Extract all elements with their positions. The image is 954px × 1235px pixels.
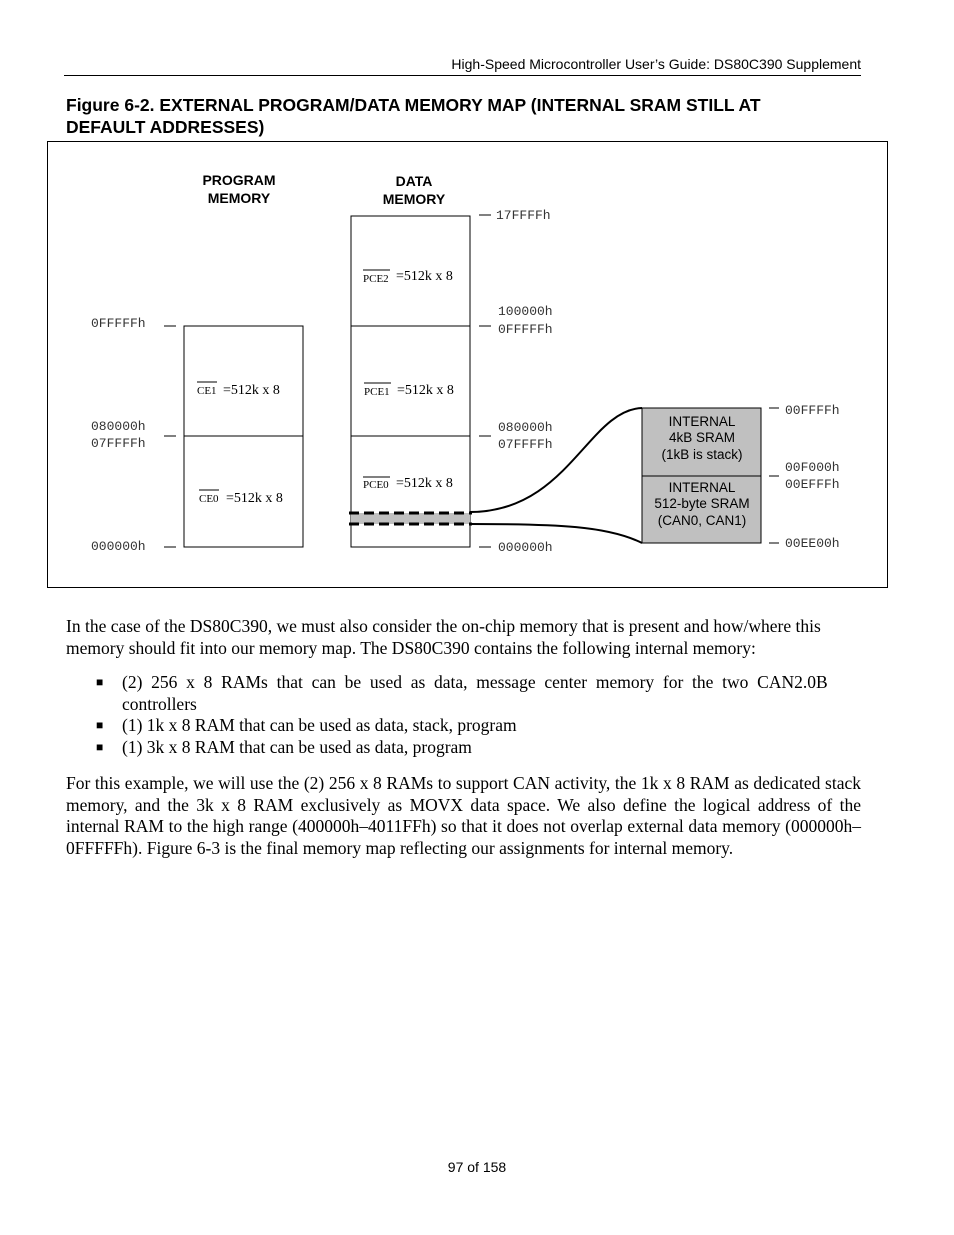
connector-curve-bottom	[470, 524, 642, 543]
data-addr-bottom: 000000h	[498, 540, 553, 555]
figure-title-line-1: Figure 6-2. EXTERNAL PROGRAM/DATA MEMORY MAP (INTERNAL SRAM STILL AT	[66, 95, 761, 115]
list-item-text: (1) 1k x 8 RAM that can be used as data, stack, program	[122, 715, 517, 735]
data-addr-1a: 100000h	[498, 304, 553, 319]
paragraph-intro: In the case of the DS80C390, we must also consider the on-chip memory that is present and how/where this memory should fit into our memory map. The DS80C390 contains the following internal memory:	[66, 616, 821, 658]
bullet-square-icon: ■	[96, 675, 104, 689]
pce2-signal: PCE2	[363, 273, 389, 285]
data-addr-top: 17FFFFh	[496, 208, 551, 223]
data-addr-2a: 080000h	[498, 420, 553, 435]
pce1-size: =512k x 8	[397, 383, 454, 398]
int-addr-mid-1: 00F000h	[785, 460, 840, 475]
pce0-size: =512k x 8	[396, 476, 453, 491]
list-item	[96, 737, 861, 759]
pce1-signal: PCE1	[364, 386, 390, 398]
bullet-square-icon: ■	[96, 739, 104, 754]
program-addr-top: 0FFFFFh	[91, 316, 146, 331]
ce0-size: =512k x 8	[226, 491, 283, 506]
ce1-signal: CE1	[197, 385, 217, 397]
int-addr-top: 00FFFFh	[785, 403, 840, 418]
memory-map-figure	[47, 141, 888, 588]
pce2-size: =512k x 8	[396, 269, 453, 284]
internal-4kb-label-1: INTERNAL	[668, 414, 736, 429]
ce1-size: =512k x 8	[223, 383, 280, 398]
pce0-signal: PCE0	[363, 479, 389, 491]
data-addr-1b: 0FFFFFh	[498, 322, 553, 337]
figure-title-line-2: DEFAULT ADDRESSES)	[66, 117, 265, 137]
list-item-text: (1) 3k x 8 RAM that can be used as data, program	[122, 736, 472, 757]
program-addr-bottom: 000000h	[91, 539, 146, 554]
program-addr-mid-2: 07FFFFh	[91, 436, 146, 451]
int-addr-bottom: 00EE00h	[785, 536, 840, 551]
connector-curve-top	[470, 408, 642, 512]
list-item-line-1: (2) 256 x 8 RAMs that can be used as data, message center memory for the two CAN2.0B	[122, 672, 828, 692]
internal-memory-list	[96, 672, 861, 758]
data-memory-internal-overlay	[351, 513, 470, 524]
figure-title	[66, 94, 866, 138]
internal-512b-label-3: (CAN0, CAN1)	[657, 513, 747, 528]
memory-map-diagram	[48, 142, 887, 587]
int-addr-mid-2: 00EFFFh	[785, 477, 840, 492]
program-memory-heading-1: PROGRAM	[202, 172, 276, 188]
bullet-square-icon: ■	[96, 718, 104, 732]
internal-4kb-label-3: (1kB is stack)	[661, 447, 743, 462]
program-addr-mid-1: 080000h	[91, 419, 146, 434]
paragraph-example: For this example, we will use the (2) 256 x 8 RAMs to support CAN activity, the 1k x 8 RAM as dedicated stack memory, and the 3k x 8 RAM exclusively as MOVX data space. We also define the logical address of the internal RAM to the high range (400000h–4011FFh) so that it does not overlap external data memory (000000h–0FFFFFh). Figure 6-3 is the final memory map reflecting our assignments for internal memory.	[66, 773, 861, 858]
list-item	[96, 672, 861, 715]
list-item	[96, 715, 861, 737]
program-memory-heading-2: MEMORY	[207, 190, 271, 206]
data-addr-2b: 07FFFFh	[498, 437, 553, 452]
data-memory-block	[351, 216, 470, 547]
list-item-line-2: controllers	[122, 693, 197, 714]
ce0-signal: CE0	[199, 493, 219, 505]
running-header: High-Speed Microcontroller User’s Guide: DS80C390 Supplement	[451, 56, 861, 72]
header-rule	[64, 75, 861, 76]
data-memory-heading-2: MEMORY	[382, 191, 446, 207]
data-memory-heading-1: DATA	[395, 173, 433, 189]
page-number: 97 of 158	[447, 1159, 507, 1175]
internal-512b-label-2: 512-byte SRAM	[654, 496, 750, 511]
internal-512b-label-1: INTERNAL	[668, 480, 736, 495]
internal-4kb-label-2: 4kB SRAM	[668, 430, 736, 445]
